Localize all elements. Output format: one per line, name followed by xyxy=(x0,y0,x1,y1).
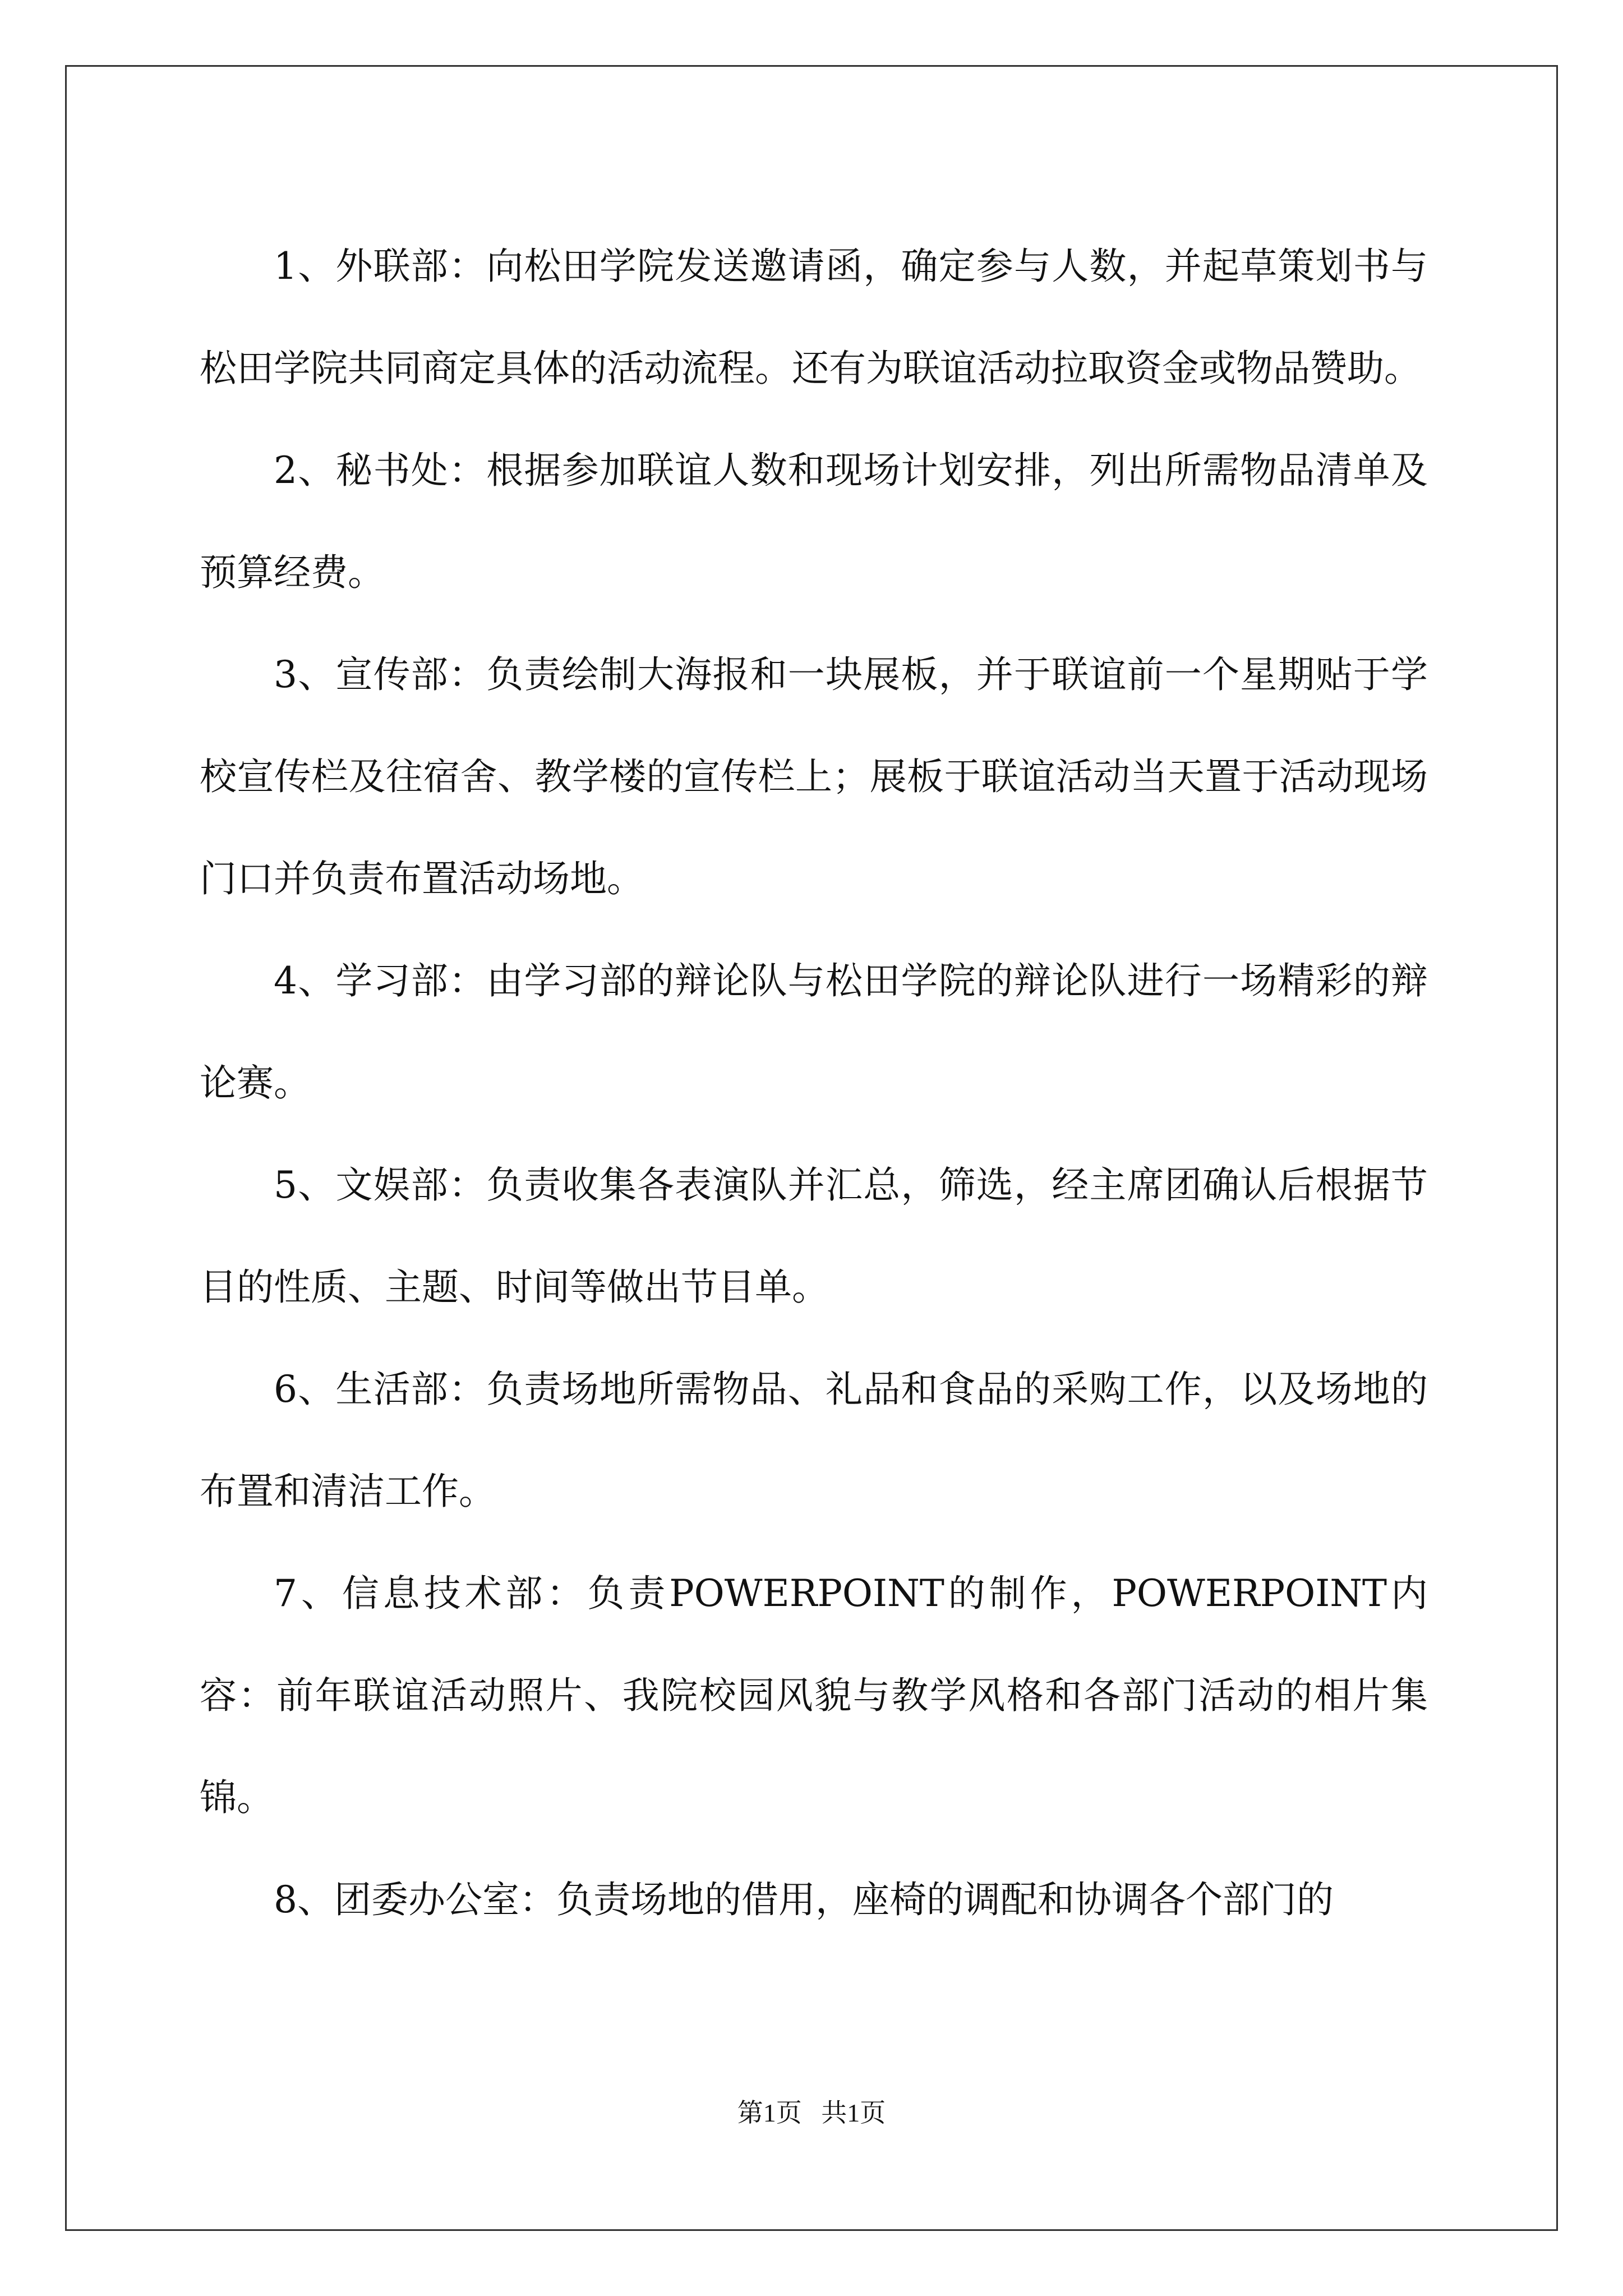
paragraph-1: 1、外联部：向松田学院发送邀请函，确定参与人数，并起草策划书与松田学院共同商定具体的活动流程。还有为联谊活动拉取资金或物品赞助。 xyxy=(200,245,1428,390)
page-footer: 第1页 共1页 xyxy=(737,2099,886,2127)
paragraph-4: 4、学习部：由学习部的辩论队与松田学院的辩论队进行一场精彩的辩论赛。 xyxy=(200,959,1428,1105)
paragraph-6: 6、生活部：负责场地所需物品、礼品和食品的采购工作，以及场地的布置和清洁工作。 xyxy=(200,1368,1428,1513)
document-body xyxy=(200,215,1428,1951)
paragraph-5: 5、文娱部：负责收集各表演队并汇总，筛选，经主席团确认后根据节目的性质、主题、时间等做出节目单。 xyxy=(200,1163,1428,1309)
paragraph-2: 2、秘书处：根据参加联谊人数和现场计划安排，列出所需物品清单及预算经费。 xyxy=(200,449,1428,594)
paragraph-3: 3、宣传部：负责绘制大海报和一块展板，并于联谊前一个星期贴于学校宣传栏及往宿舍、教学楼的宣传栏上；展板于联谊活动当天置于活动现场门口并负责布置活动场地。 xyxy=(200,653,1428,900)
paragraph-7: 7、信息技术部：负责POWERPOINT的制作，POWERPOINT内容：前年联谊活动照片、我院校园风貌与教学风格和各部门活动的相片集锦。 xyxy=(200,1572,1428,1819)
paragraph-8: 8、团委办公室：负责场地的借用，座椅的调配和协调各个部门的 xyxy=(274,1878,1334,1921)
